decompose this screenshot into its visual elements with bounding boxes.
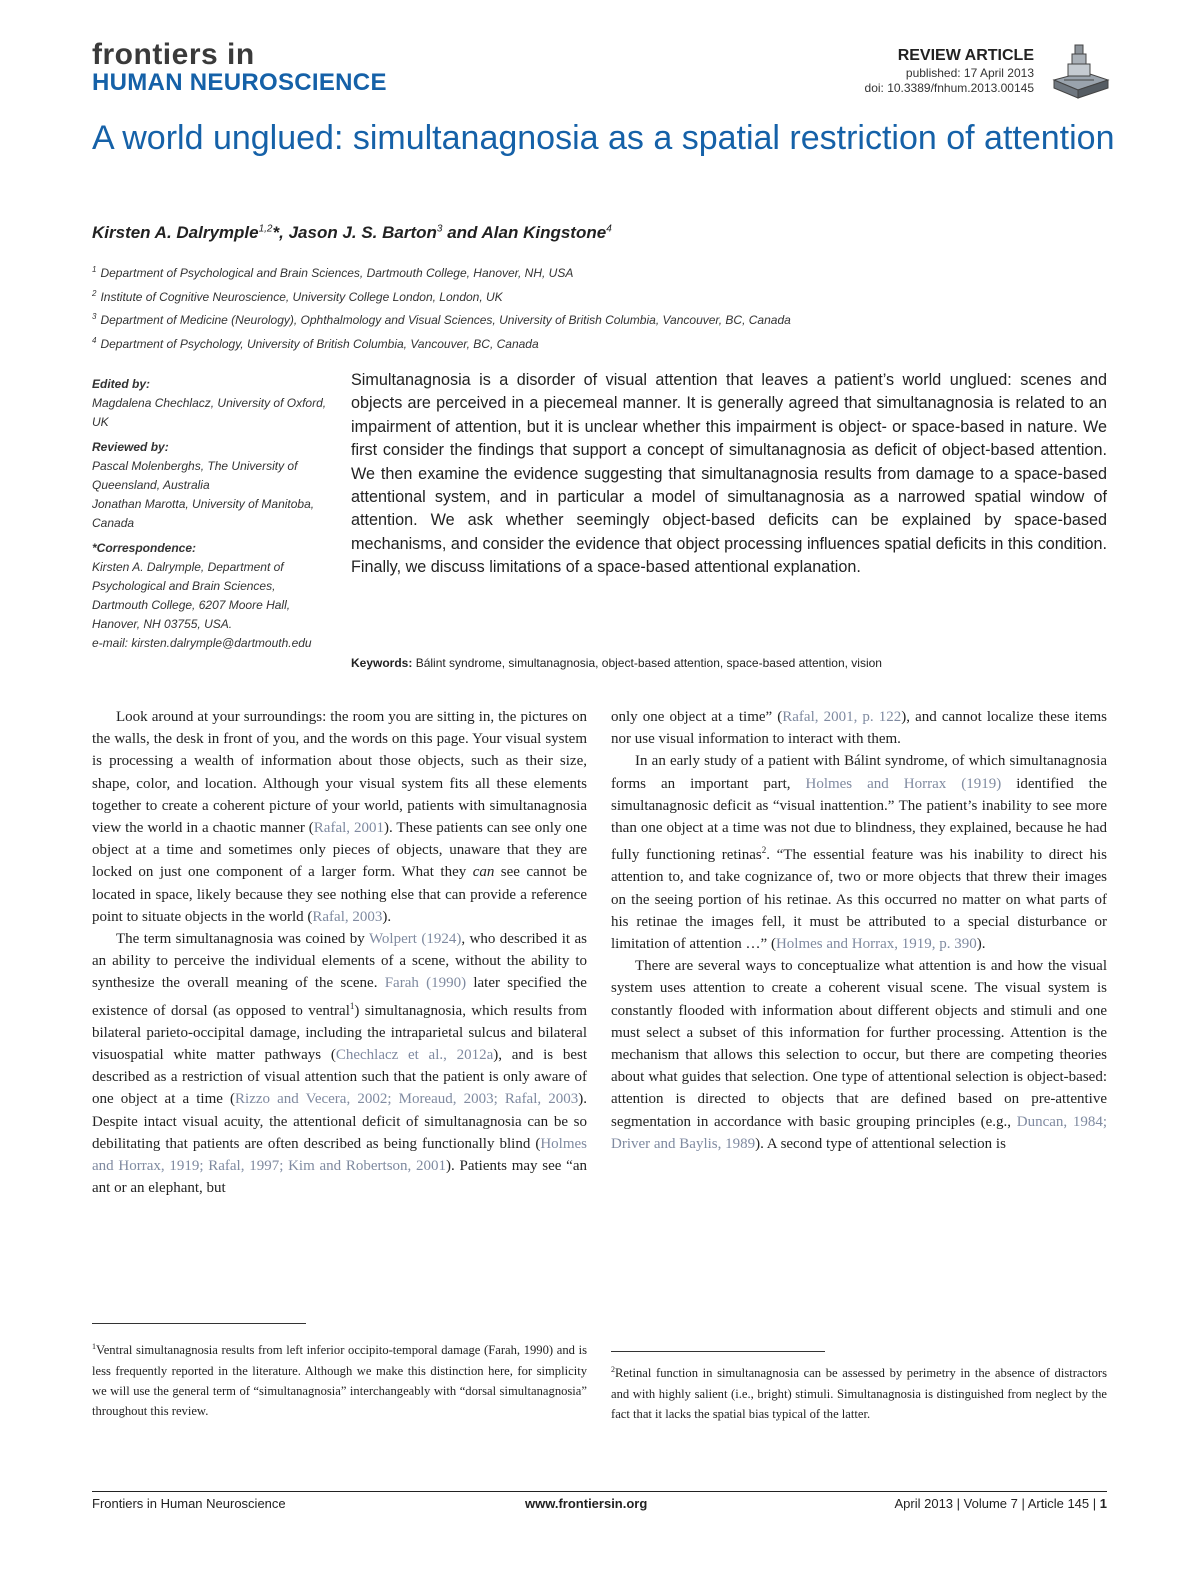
author-affiliation-marks: 1,2 [258,223,273,235]
body-text: , who described it as an ability to perceive the individual elements of a scene, without the ability to synthesize the overall meaning of the scene. [92,931,587,992]
body-column-left [92,706,587,1199]
body-text: ), and is best described as a restriction of visual attention such that the patient is only aware of one object at a time ( [92,1047,587,1108]
author-separator: , [279,223,289,242]
citation-link[interactable]: Holmes and Horrax, 1919; Rafal, 1997; Kim and Robertson, 2001 [92,1135,587,1175]
corresponding-mark: * [272,223,280,242]
body-text: see cannot be located in space, likely because they see nothing else that can provide a reference point to situate objects in the world ( [92,864,587,925]
footnote [611,1360,1107,1424]
keywords-label: Keywords: [351,656,413,670]
body-text: ). [382,908,392,925]
affiliation [92,260,992,284]
footnote [92,1337,587,1422]
body-text: There are several ways to conceptualize what attention is and how the visual system uses attention to create a coherent visual scene. The visual system is constantly flooded with information about different objects and stimuli and one must select a subset of this information for further processing. Attention is the mechanism that allows this selection to occur, but there are competing theories about what guides that selection. One type of attentional selection is object-based: attention is directed to objects that are defined based on pre-attentive segmentation in accordance with basic grouping principles (e.g., [611,958,1107,1130]
body-text: ). These patients can see only one object at a time and sometimes only pieces of objects, unaware that they are locked on just one component of a larger form. What they [92,820,587,881]
body-text: ). [976,936,986,953]
body-text: ), and cannot localize these items nor use visual information to interact with them. [611,709,1107,748]
article-title: A world unglued: simultanagnosia as a spatial restriction of attention [92,119,1115,157]
affiliation [92,307,992,331]
reviewer: Pascal Molenberghs, The University of Queensland, Australia [92,459,298,492]
editorial-info [92,375,332,653]
affiliation-text: Department of Psychology, University of British Columbia, Vancouver, BC, Canada [100,336,539,351]
reviewed-by-label: Reviewed by: [92,440,169,454]
author-name: Kirsten A. Dalrymple [92,223,259,242]
author-name: Jason J. S. Barton [288,223,437,242]
body-text: The term simultanagnosia was coined by [116,931,369,948]
body-text: ). Patients may see “an ant or an elephant, but [92,1158,587,1197]
footer-journal: Frontiers in Human Neuroscience [92,1496,286,1511]
article-type: REVIEW ARTICLE [897,47,1034,64]
footnote-number: 2 [611,1365,615,1374]
body-column-right [611,706,1107,1155]
affiliation-text: Department of Medicine (Neurology), Ophthalmology and Visual Sciences, University of British Columbia, Vancouver, BC, Canada [100,313,791,327]
citation-link[interactable]: Rafal, 2001, p. 122 [782,709,902,725]
affiliation-text: Institute of Cognitive Neuroscience, University College London, London, UK [100,289,503,304]
editor: Magdalena Chechlacz, University of Oxford, UK [92,396,327,429]
affiliations [92,260,992,354]
footer-divider [92,1491,1107,1492]
affiliation [92,284,992,308]
author-list [92,223,612,243]
footnote-text: Retinal function in simultanagnosia can be assessed by perimetry in the absence of distractors and with highly salient (i.e., bright) stimuli. Simultanagnosia is distinguished from neglect by the fact that it lacks the spatial bias typical of the latter. [611,1366,1107,1421]
body-text: only one object at a time” ( [611,709,783,725]
body-paragraph [611,955,1107,1155]
correspondence-email[interactable]: e-mail: kirsten.dalrymple@dartmouth.edu [92,636,312,650]
stacked-blocks-icon [1050,42,1112,100]
author-affiliation-marks: 4 [606,223,612,235]
published-date: published: 17 April 2013 [905,66,1034,80]
citation-link[interactable]: Rizzo and Vecera, 2002; Moreaud, 2003; Rafal, 2003 [235,1091,579,1108]
journal-top-label: frontiers in [92,38,255,71]
body-paragraph [92,928,587,1199]
author-name: Alan Kingstone [481,223,607,242]
body-text: can [472,864,495,881]
footnote-divider [611,1351,825,1352]
footnote-number: 1 [92,1342,96,1351]
citation-link[interactable]: Holmes and Horrax, 1919, p. 390 [775,936,977,953]
footnote-ref: 2 [761,845,767,856]
affiliation-number: 1 [92,265,97,274]
body-text: ). A second type of attentional selection is [755,1135,1006,1152]
body-text: In an early study of a patient with Bálint syndrome, of which simultanagnosia forms an important part, [611,753,1107,792]
journal-name: HUMAN NEUROSCIENCE [92,69,387,96]
body-paragraph [92,706,587,928]
body-text: later specified the existence of dorsal (as opposed to ventral [92,975,587,1019]
footer-issue-text: April 2013 | Volume 7 | Article 145 | [894,1496,1097,1511]
article-meta [865,46,1034,96]
author-separator: and [442,223,482,242]
affiliation-number: 2 [92,288,97,298]
citation-link[interactable]: Chechlacz et al., 2012a [335,1047,494,1064]
author-affiliation-marks: 3 [436,223,443,235]
reviewer: Jonathan Marotta, University of Manitoba, Canada [92,497,315,530]
footer-url[interactable]: www.frontiersin.org [525,1496,648,1511]
correspondence-address: Kirsten A. Dalrymple, Department of Psychological and Brain Sciences, Dartmouth College, 6207 Moore Hall, Hanover, NH 03755, USA. [92,560,291,631]
affiliation [92,331,992,355]
footnote-ref: 1 [349,1000,355,1011]
affiliation-text: Department of Psychological and Brain Sciences, Dartmouth College, Hanover, NH, USA [100,266,574,280]
footnote-text: Ventral simultanagnosia results from left inferior occipito-temporal damage (Farah, 1990) and is less frequently reported in the literature. Although we make this distinction here, for simplicity we will use the general term of “simultanagnosia” interchangeably with “dorsal simultanagnosia” throughout this review. [92,1343,587,1419]
affiliation-number: 3 [92,312,97,321]
citation-link[interactable]: Rafal, 2003 [312,908,383,925]
keywords-list: Bálint syndrome, simultanagnosia, object-based attention, space-based attention, vision [415,656,882,670]
footer-issue [895,1496,1108,1511]
abstract: Simultanagnosia is a disorder of visual attention that leaves a patient’s world unglued: scenes and objects are perceived in a piecemeal manner. It is generally agreed that simultanagnosia is related to an impairment of attention, but it is unclear whether this impairment is object- or space-based in nature. We first consider the findings that support a concept of simultanagnosia as deficit of object-based attention. We then examine the evidence suggesting that simultanagnosia results from damage to a space-based attentional system, and in particular a model of simultanagnosia as a narrowed spatial window of attention. We ask whether seemingly object-based deficits can be explained by space-based mechanisms, and consider the evidence that object processing influences spatial deficits in this condition. Finally, we discuss limitations of a space-based attentional explanation. [351,371,1107,577]
page-number: 1 [1099,1496,1107,1511]
body-text: identified the simultanagnosic deficit as “visual inattention.” The patient’s inability to see more than one object at a time was not due to blindness, they explained, because he had fully functioning retinas [611,775,1108,864]
edited-by-label: Edited by: [92,377,151,391]
body-text: . “The essential feature was his inability to direct his attention to, and take cognizance of, two or more objects that threw their images on the seeing portion of his retinae. As this occurred no matter on what parts of his retinae the images fell, it must be attributed to a special disturbance or limitation of attention …” ( [611,847,1107,953]
footnote-divider [92,1323,306,1324]
citation-link[interactable]: Farah (1990) [384,975,467,992]
citation-link[interactable]: Rafal, 2001 [313,820,384,837]
body-text: Look around at your surroundings: the room you are sitting in, the pictures on the walls, the desk in front of you, and the words on this page. Your visual system is processing a wealth of information about those objects, such as their size, shape, color, and location. Although your visual system fits all these elements together to create a coherent picture of your world, patients with simultanagnosia view the world in a chaotic manner ( [92,709,587,837]
citation-link[interactable]: Wolpert (1924) [368,931,462,948]
body-paragraph [611,706,1107,750]
body-paragraph [611,750,1107,955]
correspondence-label: *Correspondence: [92,541,197,555]
doi: doi: 10.3389/fnhum.2013.00145 [864,81,1034,95]
body-text: ) simultanagnosia, which results from bilateral parieto-occipital damage, including the intraparietal sulcus and bilateral visuospatial white matter pathways ( [92,1002,587,1064]
citation-link[interactable]: Holmes and Horrax (1919) [805,775,1002,792]
affiliation-number: 4 [92,335,97,345]
citation-link[interactable]: Duncan, 1984; Driver and Baylis, 1989 [611,1113,1107,1152]
keywords [351,656,1107,670]
body-text: ). Despite intact visual acuity, the attentional deficit of simultanagnosia can be so debilitating that patients are often described as being functionally blind ( [92,1091,588,1152]
